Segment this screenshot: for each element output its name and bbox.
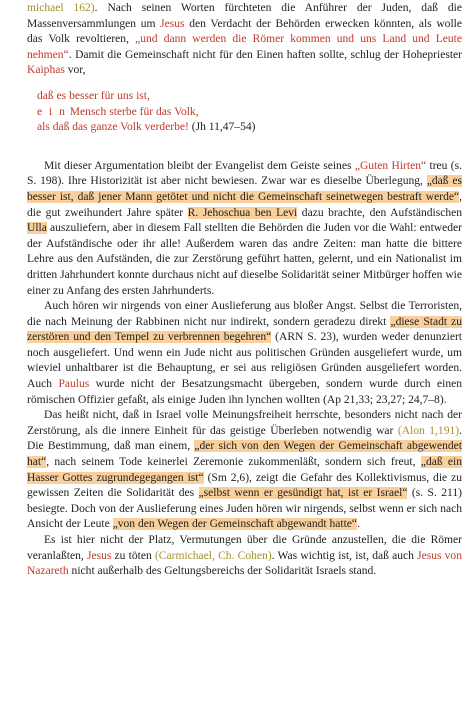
text: wurde nicht der Besatzungsmacht übergeben, sondern wurde durch einen römischen Offizier gefaßt, als einige Juden ihn lynchen wollten (Ap 21,33; 23,27; 24,7–8). [27,378,462,406]
highlight-quote: „daß ein Hasser Gottes zugrundegegangen ist“ [27,456,462,484]
citation-carmichael-cohen: (Carmichael, Ch. Cohen) [154,549,272,562]
highlight-quote: „der sich von den Wegen der Gemeinschaft abgewendet hat“ [27,440,462,469]
name-jesus-von-nazareth: Jesus von Nazareth [27,549,462,578]
text: dazu brachte, den Aufständischen [297,206,462,219]
text: Das heißt nicht, daß in Israel volle Meinungsfreiheit herrschte, besonders nicht nach der Zerstörung, als die innere Einheit für das geistige Überleben notwendig war [27,409,462,437]
verse-text: als daß das ganze Volk verderbe! [37,121,189,134]
verse-reference: (Jh 11,47–54) [188,121,256,134]
text: auszuliefern, aber in diesem Fall stellten die Behörden die Juden vor die Wahl: entweder der Aufständische oder ihr alle! Außerdem waren das andre Zeiten: man hatte die bittere Lehre aus den Aufständen, die zur Zerstörung geführt hatten, gelernt, und ein Nationalist im dritten Jahrhundert konnte durchaus nicht auf dieselbe Solidarität seiner Mitbürger hoffen wie einer zu Anfang des ersten Jahrhunderts. [27,222,462,297]
text: . Die Bestimmung, daß man einem, [27,424,462,453]
highlight-quote: „daß es besser ist, daß jener Mann getötet und nicht die Gemeinschaft seinetwegen bestraft werde“ [27,175,462,203]
verse-line-1: daß es besser für uns ist, [37,89,150,102]
phrase-guter-hirte: „Guten Hirten“ [354,159,427,172]
text: . Was wichtig ist, ist, daß auch [271,549,418,562]
highlight-name: Ulla [27,222,47,235]
citation-alon: (Alon 1,191) [397,424,460,437]
text: , nach seinem Tode keinerlei Zeremonie zukommenläßt, sondern sich freut, [46,456,421,469]
text: . Damit die Gemeinschaft nicht für den Einen haften sollte, schlug der Hohepriester [68,48,462,61]
text: den Verdacht der Behörden erwecken könnten, als wolle das Volk revoltieren, [27,17,462,46]
text: nicht außerhalb des Geltungsbereichs der Solidarität Israels stand. [68,565,377,578]
text: (ARN S. 23), wurden weder denunziert noch ausgeliefert. Und wenn ein Jude nicht aus politischen Gründen ausgeliefert wurde, um wieviel unhaltbarer ist die Behauptung, er sei aus religiösen Gründen ausgeliefert worden. Auch [27,331,463,391]
name-paulus: Paulus [58,378,90,391]
text: Mit dieser Argumentation bleibt der Evangelist dem Geiste seines [44,159,355,172]
text: . Nach seinen Worten fürchteten die Anführer der Juden, daß die Massenversammlungen um [27,2,462,30]
quote-romans: „und dann werden die Römer kommen und uns Land und Leute nehmen“ [27,33,462,61]
name-kaiphas: Kaiphas [27,64,65,77]
text: (Sm 2,6), zeigt die Gefahr des Kollektivismus, die zu gewissen Zeiten die Solidarität des [27,471,462,500]
highlight-quote: „selbst wenn er gesündigt hat, ist er Israel“ [198,487,408,500]
paragraph-5 [27,533,462,580]
text: vor, [64,64,86,77]
text: . [357,518,360,531]
highlight-quote: „diese Stadt zu zerstören und den Tempel zu verbrennen begehren“ [27,315,462,344]
paragraph-2 [27,159,462,299]
text: , die gut zweihundert Jahre später [27,190,462,219]
text: zu töten [111,549,155,562]
text: Auch hören wir nirgends von einer Auslieferung aus bloßer Angst. Selbst die Terroristen, die nach Meinung der Rabbinen nicht nur indirekt, sondern geradezu direkt [27,300,462,328]
name-jesus: Jesus [160,17,185,30]
paragraph-4 [27,408,462,533]
paragraph-1 [27,1,462,79]
text: treu (s. S. 198). Ihre Historizität ist aber nicht bewiesen. Zwar war es dieselbe Überlegung, [27,159,463,188]
name-jesus: Jesus [86,549,112,562]
citation-carmichael: michael 162) [27,2,95,14]
verse-text: Mensch sterbe für das Volk, [66,105,199,118]
text: Es ist hier nicht der Platz, Vermutungen über die Gründe anzustellen, die die Römer veranlaßten, [27,534,462,562]
highlight-quote: „von den Wegen der Gemeinschaft abgewandt hatte“ [112,518,358,531]
text: (s. S. 211) besiegte. Doch von der Auslieferung eines Juden hören wir nirgends, selbst wenn er sich nach Ansicht der Leute [27,487,462,531]
verse-line-2 [37,105,462,121]
paragraph-3 [27,299,462,408]
verse-emphasis: e i n [37,105,67,118]
highlight-name: R. Jehoschua ben Levi [187,206,298,219]
verse-line-3 [37,120,462,136]
verse-quote [37,89,462,136]
